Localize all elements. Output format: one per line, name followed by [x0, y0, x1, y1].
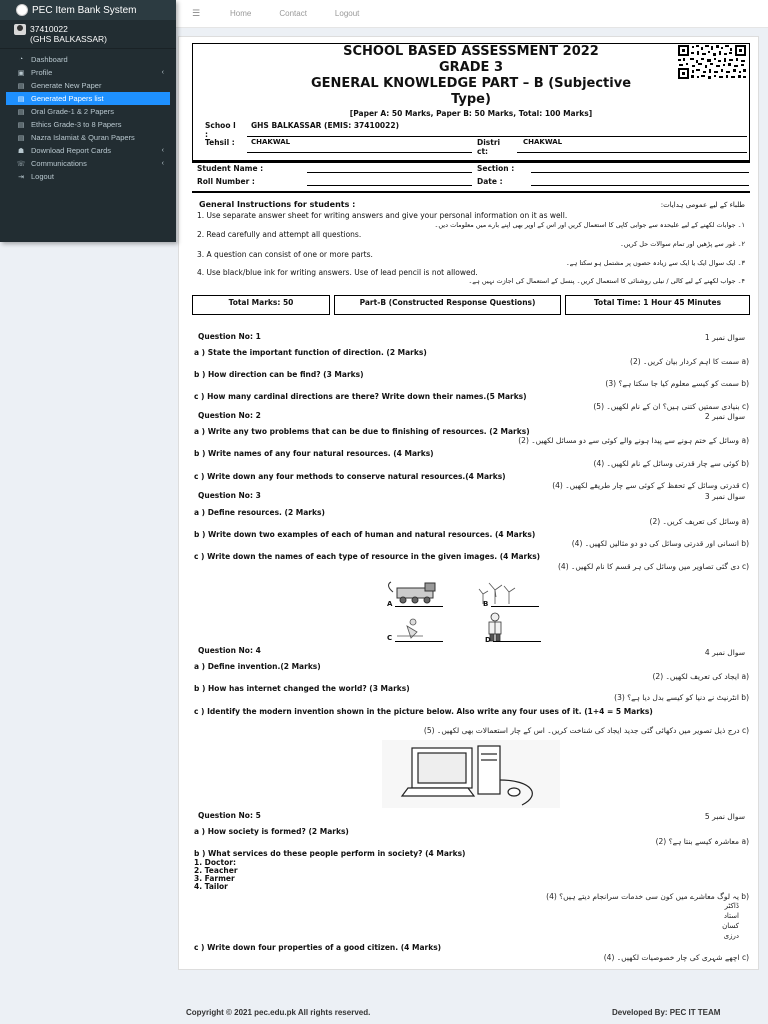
q4-part-b: b ) How has internet changed the world? (3 Marks) — [194, 684, 410, 693]
q4-part-a: a ) Define invention.(2 Marks) — [194, 662, 321, 671]
tehsil-underline — [247, 152, 472, 153]
q2-part-c-ur: (c قدرتی وسائل کے تحفظ کے کوئی سے چار طریقے لکھیں۔ (4) — [552, 481, 749, 490]
q5-part-b: b ) What services do these people perform in society? (4 Marks) — [194, 849, 466, 858]
q1-part-a: a ) State the important function of direction. (2 Marks) — [194, 348, 427, 357]
q5-part-b-ur: (b یہ لوگ معاشرے میں کون سی خدمات سرانجام دیتے ہیں؟ (4) — [546, 892, 749, 901]
part-box: Part-B (Constructed Response Questions) — [334, 295, 561, 315]
question-1-title: Question No: 1 — [198, 332, 261, 341]
paper-icon: ▤ — [17, 134, 25, 142]
q4-part-a-ur: (a ایجاد کی تعریف لکھیں۔ (2) — [652, 672, 749, 681]
footer-developed-by: Developed By: PEC IT TEAM — [612, 1008, 721, 1017]
train-image-icon — [389, 582, 435, 603]
date-field[interactable] — [531, 185, 749, 186]
person-2-ur: استاد — [723, 912, 739, 920]
question-5-title-ur: سوال نمبر 5 — [704, 812, 745, 821]
tehsil-value: CHAKWAL — [251, 138, 291, 146]
sidebar-item-logout[interactable]: ⇥ Logout — [0, 170, 176, 183]
q3-part-b-ur: (b انسانی اور قدرتی وسائل کی دو دو مثالیں لکھیں۔ (4) — [571, 539, 749, 548]
user-panel — [0, 20, 176, 48]
district-value: CHAKWAL — [523, 138, 563, 146]
q1-part-c-ur: (c بنیادی سمتیں کتنی ہیں؟ ان کے نام لکھیں۔ (5) — [593, 402, 749, 411]
paper-icon: ▤ — [17, 82, 25, 90]
q3-part-c: c ) Write down the names of each type of resource in the given images. (4 Marks) — [194, 552, 541, 561]
sidebar-nav — [0, 53, 176, 183]
total-marks-box: Total Marks: 50 — [192, 295, 330, 315]
menu-toggle-icon[interactable]: ☰ — [192, 8, 201, 19]
brand[interactable] — [0, 0, 176, 20]
q5-part-c: c ) Write down four properties of a good citizen. (4 Marks) — [194, 943, 442, 952]
pec-logo-icon — [16, 4, 28, 16]
q3-part-a-ur: (a وسائل کی تعریف کریں۔ (2) — [649, 517, 749, 526]
image-label-a: A — [387, 600, 393, 608]
list-icon: ▤ — [17, 95, 25, 103]
instruction-1-ur: ۱۔ جوابات لکھنے کے لیے علیحدہ سے جوابی کاپی کا استعمال کریں اور اس کے اوپر بھی اپنے بارے میں معلومات دیں۔ — [434, 221, 745, 229]
dashboard-icon: ◔ — [18, 56, 24, 63]
q5-part-c-ur: (c اچھے شہری کی چار خصوصیات لکھیں۔ (4) — [603, 953, 749, 962]
person-3-ur: کسان — [722, 922, 739, 930]
total-time-box: Total Time: 1 Hour 45 Minutes — [565, 295, 750, 315]
instruction-4: 4. Use black/blue ink for writing answers. Use of lead pencil is not allowed. — [197, 268, 478, 277]
q1-part-b: b ) How direction can be find? (3 Marks) — [194, 370, 364, 379]
instruction-3: 3. A question can consist of one or more parts. — [197, 250, 373, 259]
q5-part-a: a ) How society is formed? (2 Marks) — [194, 827, 349, 836]
paper-preview — [178, 36, 759, 970]
sidebar — [0, 0, 176, 242]
student-name-label: Student Name : — [197, 164, 264, 173]
chevron-left-icon: ‹ — [161, 160, 164, 167]
q5-part-a-ur: (a معاشرہ کیسے بنتا ہے؟ (2) — [655, 837, 749, 846]
sidebar-item-download-report-cards[interactable]: ☗ Download Report Cards ‹ — [17, 146, 164, 155]
download-icon: ☗ — [17, 147, 25, 155]
q3-part-a: a ) Define resources. (2 Marks) — [194, 508, 325, 517]
nav-home-link[interactable]: Home — [230, 9, 252, 18]
q1-part-b-ur: (b سمت کو کیسے معلوم کیا جا سکتا ہے؟ (3) — [605, 379, 749, 388]
nav-contact-link[interactable]: Contact — [279, 9, 307, 18]
person-3: 3. Farmer — [194, 874, 235, 883]
avatar — [14, 24, 26, 35]
q3-part-b: b ) Write down two examples of each of human and natural resources. (4 Marks) — [194, 530, 536, 539]
computer-image-icon — [382, 740, 560, 808]
tehsil-label: Tehsil : — [205, 138, 235, 147]
chevron-left-icon: ‹ — [161, 69, 164, 76]
top-navbar — [176, 0, 768, 28]
image-label-c: C — [387, 634, 393, 642]
section-label: Section : — [477, 164, 515, 173]
sidebar-item-generate-new-paper[interactable]: ▤ Generate New Paper — [17, 81, 102, 90]
instructions-title-ur: طلباء کے لیے عمومی ہدایات: — [660, 201, 745, 209]
paper-title-1: SCHOOL BASED ASSESSMENT 2022 — [343, 44, 599, 59]
question-4-title: Question No: 4 — [198, 646, 261, 655]
school-label: Schoo l : — [205, 121, 236, 139]
sidebar-item-oral-papers[interactable]: ▤ Oral Grade-1 & 2 Papers — [17, 107, 114, 116]
instruction-2: 2. Read carefully and attempt all questions. — [197, 230, 362, 239]
question-5-title: Question No: 5 — [198, 811, 261, 820]
user-school: (GHS BALKASSAR) — [30, 34, 107, 44]
sidebar-item-nazra-papers[interactable]: ▤ Nazra Islamiat & Quran Papers — [17, 133, 135, 142]
footer-copyright: Copyright © 2021 pec.edu.pk All rights reserved. — [186, 1008, 371, 1017]
sidebar-item-generated-papers-list[interactable]: ▤ Generated Papers list — [6, 92, 170, 105]
person-4: 4. Tailor — [194, 882, 228, 891]
q4-part-b-ur: (b انٹرنیٹ نے دنیا کو کیسے بدل دیا ہے؟ (3) — [614, 693, 749, 702]
q4-part-c-ur: (c درج ذیل تصویر میں دکھائی گئی جدید ایجاد کی شناخت کریں۔ اس کے چار استعمالات بھی لکھیں۔ (5) — [423, 726, 749, 735]
q2-part-a: a ) Write any two problems that can be due to finishing of resources. (2 Marks) — [194, 427, 530, 436]
answer-line-a[interactable] — [395, 606, 443, 607]
roll-number-label: Roll Number : — [197, 177, 255, 186]
question-2-title-ur: سوال نمبر 2 — [704, 412, 745, 421]
q2-part-b: b ) Write names of any four natural resources. (4 Marks) — [194, 449, 434, 458]
paper-icon: ▤ — [17, 121, 25, 129]
sidebar-item-ethics-papers[interactable]: ▤ Ethics Grade-3 to 8 Papers — [17, 120, 122, 129]
student-name-field[interactable] — [307, 172, 472, 173]
logout-icon: ⇥ — [18, 173, 24, 181]
answer-line-b[interactable] — [491, 606, 539, 607]
person-1-ur: ڈاکٹر — [724, 902, 739, 910]
answer-line-d[interactable] — [493, 641, 541, 642]
user-id: 37410022 — [30, 24, 68, 34]
instructions-title: General Instructions for students : — [199, 200, 356, 209]
question-4-title-ur: سوال نمبر 4 — [704, 648, 745, 657]
date-label: Date : — [477, 177, 503, 186]
q1-part-a-ur: (a سمت کا اہم کردار بیان کریں۔ (2) — [630, 357, 749, 366]
instruction-4-ur: ۴۔ جواب لکھنے کے لیے کالی / نیلی روشنائی کا استعمال کریں۔ پنسل کے استعمال کی اجازت نہیں ہے۔ — [468, 277, 745, 285]
brand-title: PEC Item Bank System — [32, 4, 137, 16]
school-underline — [247, 136, 747, 137]
district-label: Distri ct: — [477, 138, 501, 156]
person-1: 1. Doctor: — [194, 858, 236, 867]
paper-title-2: GRADE 3 — [439, 60, 503, 75]
resource-images-grid — [383, 580, 533, 654]
farmer-image-icon — [397, 619, 423, 638]
q2-part-a-ur: (a وسائل کے ختم ہونے سے پیدا ہونے والے کوئی سے دو مسائل لکھیں۔ (2) — [518, 436, 749, 445]
section-field[interactable] — [531, 172, 749, 173]
paper-title-3: GENERAL KNOWLEDGE PART – B (Subjective — [310, 76, 632, 91]
person-4-ur: درزی — [723, 932, 739, 940]
question-3-title-ur: سوال نمبر 3 — [704, 492, 745, 501]
q2-part-c: c ) Write down any four methods to conserve natural resources.(4 Marks) — [194, 472, 506, 481]
school-value: GHS BALKASSAR (EMIS: 37410022) — [251, 121, 400, 130]
footer — [176, 1004, 768, 1024]
profile-icon: ▣ — [17, 69, 25, 77]
instruction-2-ur: ۲۔ غور سے پڑھیں اور تمام سوالات حل کریں۔ — [619, 240, 745, 248]
q3-part-c-ur: (c دی گئی تصاویر میں وسائل کی ہر قسم کا نام لکھیں۔ (4) — [557, 562, 749, 571]
question-1-title-ur: سوال نمبر 1 — [704, 333, 745, 342]
q2-part-b-ur: (b کوئی سے چار قدرتی وسائل کے نام لکھیں۔ (4) — [593, 459, 749, 468]
district-underline — [517, 152, 747, 153]
sidebar-item-communications[interactable]: ☏ Communications ‹ — [16, 159, 164, 168]
question-3-title: Question No: 3 — [198, 491, 261, 500]
q4-part-c: c ) Identify the modern invention shown in the picture below. Also write any four uses of it. (1+4 = 5 Marks) — [194, 707, 653, 716]
q1-part-c: c ) How many cardinal directions are there? Write down their names.(5 Marks) — [194, 392, 527, 401]
paper-icon: ▤ — [17, 108, 25, 116]
sidebar-item-dashboard[interactable]: ◔ Dashboard — [0, 53, 176, 66]
image-label-d: D — [485, 636, 491, 644]
sidebar-item-profile[interactable]: ▣ Profile ‹ — [17, 68, 164, 77]
question-2-title: Question No: 2 — [198, 411, 261, 420]
paper-title-4: Type) — [451, 92, 491, 107]
person-2: 2. Teacher — [194, 866, 238, 875]
roll-number-field[interactable] — [307, 185, 472, 186]
image-label-b: B — [483, 600, 489, 608]
communications-icon: ☏ — [16, 160, 26, 168]
answer-line-c[interactable] — [395, 641, 443, 642]
chevron-left-icon: ‹ — [161, 147, 164, 154]
nav-logout-link[interactable]: Logout — [334, 9, 360, 18]
instruction-1: 1. Use separate answer sheet for writing answers and give your personal information on it as well. — [197, 211, 568, 220]
marks-line: [Paper A: 50 Marks, Paper B: 50 Marks, Total: 100 Marks] — [349, 109, 593, 118]
instruction-3-ur: ۳۔ ایک سوال ایک یا ایک سے زیادہ حصوں پر مشتمل ہو سکتا ہے۔ — [565, 259, 745, 267]
